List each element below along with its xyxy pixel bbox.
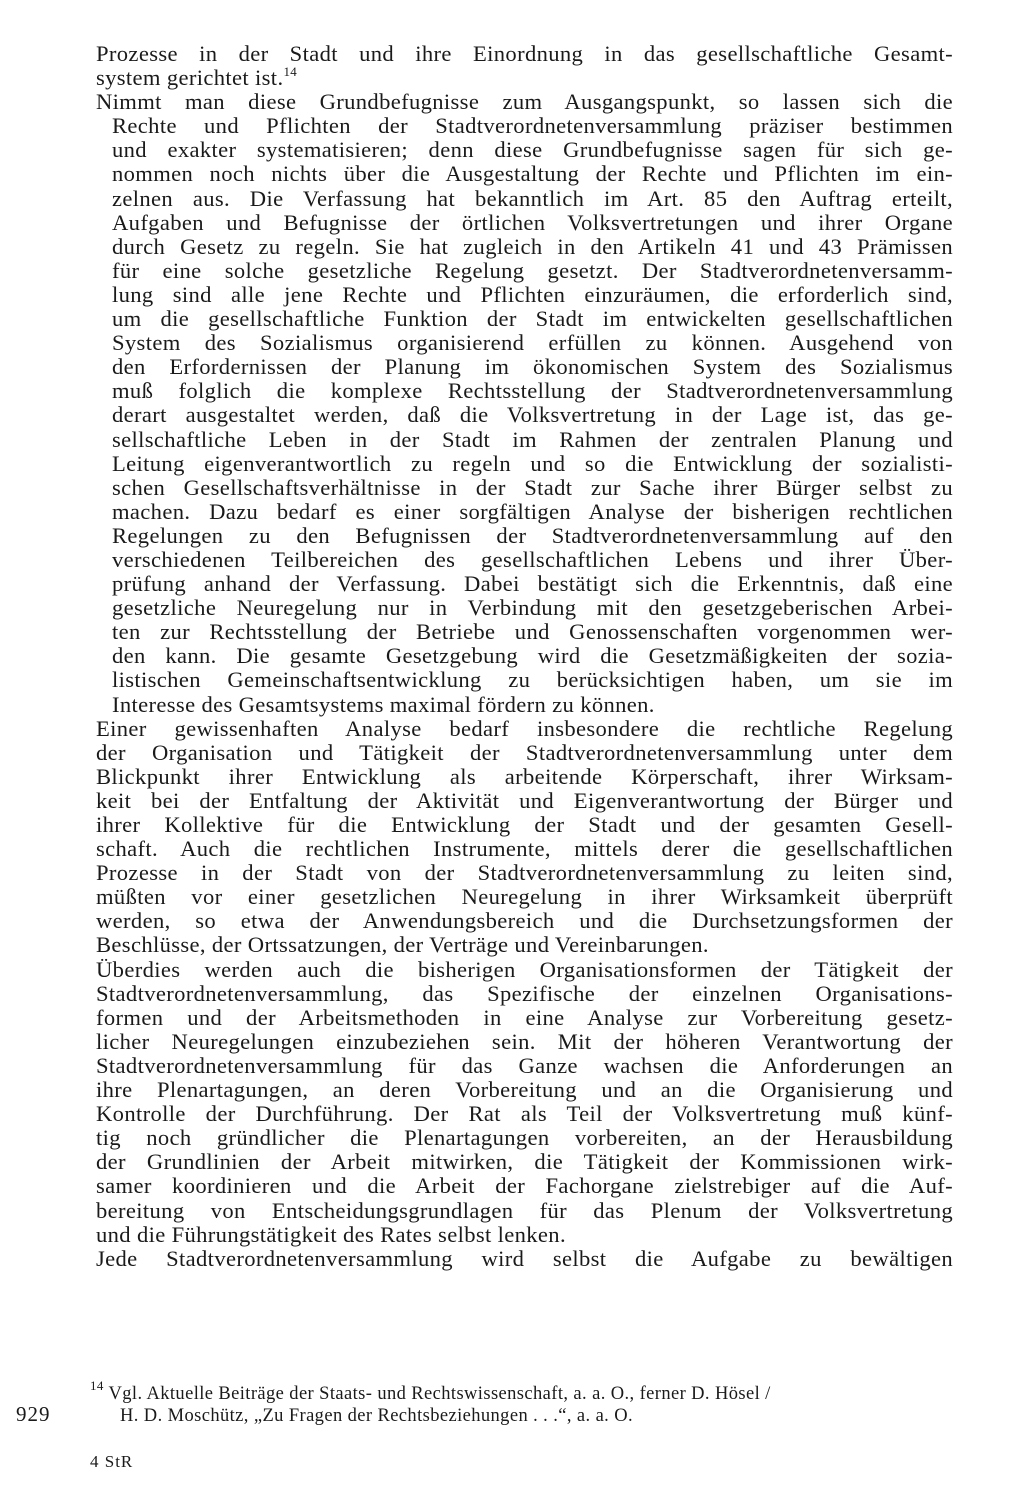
text-line: Beschlüsse, der Ortssatzungen, der Verträge und Vereinbarungen.: [96, 932, 709, 958]
page-number: 929: [16, 1402, 51, 1426]
text-line: tig noch gründlicher die Plenartagungen vorbereiten, an der Herausbildung: [96, 1125, 953, 1151]
text-line: und die Führungstätigkeit des Rates selbst lenken.: [96, 1221, 566, 1247]
text-line: prüfung anhand der Verfassung. Dabei bestätigt sich die Erkenntnis, daß eine: [112, 571, 953, 597]
text-line: nommen noch nichts über die Ausgestaltung der Rechte und Pflichten im ein-: [112, 161, 953, 187]
text-line: gesetzliche Neuregelung nur in Verbindung mit den gesetzgeberischen Arbei-: [112, 595, 953, 621]
text-line: den Erfordernissen der Planung im ökonomischen System des Sozialismus: [112, 354, 953, 380]
text-line: system gerichtet ist.$^{14}$: [96, 64, 298, 91]
footnote-marker: 14: [90, 1378, 104, 1393]
footnote-line: H. D. Moschütz, „Zu Fragen der Rechtsbeziehungen . . .“, a. a. O.: [120, 1406, 634, 1426]
text-line: samer koordinieren und die Arbeit der Fachorgane zielstrebiger auf die Auf-: [96, 1173, 953, 1199]
text-line: ten zur Rechtsstellung der Betriebe und Genossenschaften vorgenommen wer-: [112, 619, 953, 645]
text-line: ihrer Kollektive für die Entwicklung der Stadt und der gesamten Gesell-: [96, 812, 953, 837]
text-line: bereitung von Entscheidungsgrundlagen für das Plenum der Volksvertretung: [96, 1197, 953, 1223]
text-line: Überdies werden auch die bisherigen Organisationsformen der Tätigkeit der: [96, 956, 953, 982]
text-line: machen. Dazu bedarf es einer sorgfältigen Analyse der bisherigen rechtlichen: [112, 498, 953, 524]
text-line: der Grundlinien der Arbeit mitwirken, die Tätigkeit der Kommissionen wirk-: [96, 1149, 953, 1175]
text-line: schen Gesellschaftsverhältnisse in der Stadt zur Sache ihrer Bürger selbst zu: [112, 474, 953, 500]
text-line: listischen Gemeinschaftsentwicklung zu berücksichtigen haben, um sie im: [112, 667, 953, 693]
text-line: verschiedenen Teilbereichen des gesellschaftlichen Lebens und ihrer Über-: [112, 546, 953, 572]
text-line: der Organisation und Tätigkeit der Stadtverordnetenversammlung unter dem: [96, 739, 953, 765]
text-line: licher Neuregelungen einzubeziehen sein. Mit der höheren Verantwortung der: [96, 1028, 953, 1054]
footnote: [90, 1378, 960, 1427]
text-line: werden, so etwa der Anwendungsbereich und die Durchsetzungsformen der: [96, 908, 953, 934]
text-line: müßten vor einer gesetzlichen Neuregelung in ihrer Wirksamkeit überprüft: [96, 884, 953, 910]
text-line: Kontrolle der Durchführung. Der Rat als Teil der Volksvertretung muß künf-: [96, 1101, 953, 1127]
signature-mark: 4 StR: [90, 1452, 134, 1471]
text-line: zelnen aus. Die Verfassung hat bekanntlich im Art. 85 den Auftrag erteilt,: [112, 185, 953, 211]
text-line: ihre Plenartagungen, an deren Vorbereitung und an die Organisierung und: [96, 1077, 953, 1103]
text-line: Stadtverordnetenversammlung, das Spezifische der einzelnen Organisations-: [96, 980, 953, 1006]
text-line: Aufgaben und Befugnisse der örtlichen Volksvertretungen und ihrer Organe: [112, 209, 953, 235]
text-line: Blickpunkt ihrer Entwicklung als arbeitende Körperschaft, ihrer Wirksam-: [96, 763, 953, 789]
body-text: [96, 42, 953, 1271]
text-line: für eine solche gesetzliche Regelung gesetzt. Der Stadtverordnetenversamm-: [112, 257, 953, 283]
text-line: Regelungen zu den Befugnissen der Stadtverordnetenversammlung auf den: [112, 522, 953, 548]
text-line: Rechte und Pflichten der Stadtverordnetenversammlung präziser bestimmen: [112, 113, 953, 139]
text-line: den kann. Die gesamte Gesetzgebung wird die Gesetzmäßigkeiten der sozia-: [112, 643, 953, 669]
text-line: schaft. Auch die rechtlichen Instrumente, mittels derer die gesellschaftlichen: [96, 836, 953, 862]
text-line: Jede Stadtverordnetenversammlung wird selbst die Aufgabe zu bewältigen: [96, 1245, 953, 1271]
text-line: und exakter systematisieren; denn diese Grundbefugnisse sagen für sich ge-: [112, 137, 953, 163]
text-line: System des Sozialismus organisierend erfüllen zu können. Ausgehend von: [112, 330, 953, 356]
text-line: Einer gewissenhaften Analyse bedarf insbesondere die rechtliche Regelung: [96, 715, 953, 741]
text-line: um die gesellschaftliche Funktion der Stadt im entwickelten gesellschaftlichen: [112, 306, 953, 332]
text-line: derart ausgestaltet werden, daß die Volksvertretung in der Lage ist, das ge-: [112, 402, 953, 428]
footnote-reference: 14: [283, 64, 298, 80]
text-line: durch Gesetz zu regeln. Sie hat zugleich in den Artikeln 41 und 43 Prämissen: [112, 233, 953, 259]
text-line: Nimmt man diese Grundbefugnisse zum Ausgangspunkt, so lassen sich die: [96, 89, 953, 115]
text-line: formen und der Arbeitsmethoden in eine Analyse zur Vorbereitung gesetz-: [96, 1004, 953, 1030]
text-line: Prozesse in der Stadt von der Stadtverordnetenversammlung zu leiten sind,: [96, 860, 953, 886]
text-line: Stadtverordnetenversammlung für das Ganze wachsen die Anforderungen an: [96, 1052, 953, 1078]
text-line: sellschaftliche Leben in der Stadt im Rahmen der zentralen Planung und: [112, 426, 953, 452]
text-line: Prozesse in der Stadt und ihre Einordnung in das gesellschaftliche Gesamt-: [96, 41, 953, 66]
text-line: muß folglich die komplexe Rechtsstellung der Stadtverordnetenversammlung: [112, 378, 953, 404]
text-line: lung sind alle jene Rechte und Pflichten einzuräumen, die erforderlich sind,: [112, 281, 953, 307]
text-line: Interesse des Gesamtsystems maximal fördern zu können.: [112, 691, 655, 717]
text-line: keit bei der Entfaltung der Aktivität und Eigenverantwortung der Bürger und: [96, 787, 953, 813]
text-line: Leitung eigenverantwortlich zu regeln und so die Entwicklung der sozialisti-: [112, 450, 953, 476]
footnote-line: $^{14}$ Vgl. Aktuelle Beiträge der Staats- und Rechtswissenschaft, a. a. O., ferner D. Hösel /: [90, 1378, 771, 1404]
